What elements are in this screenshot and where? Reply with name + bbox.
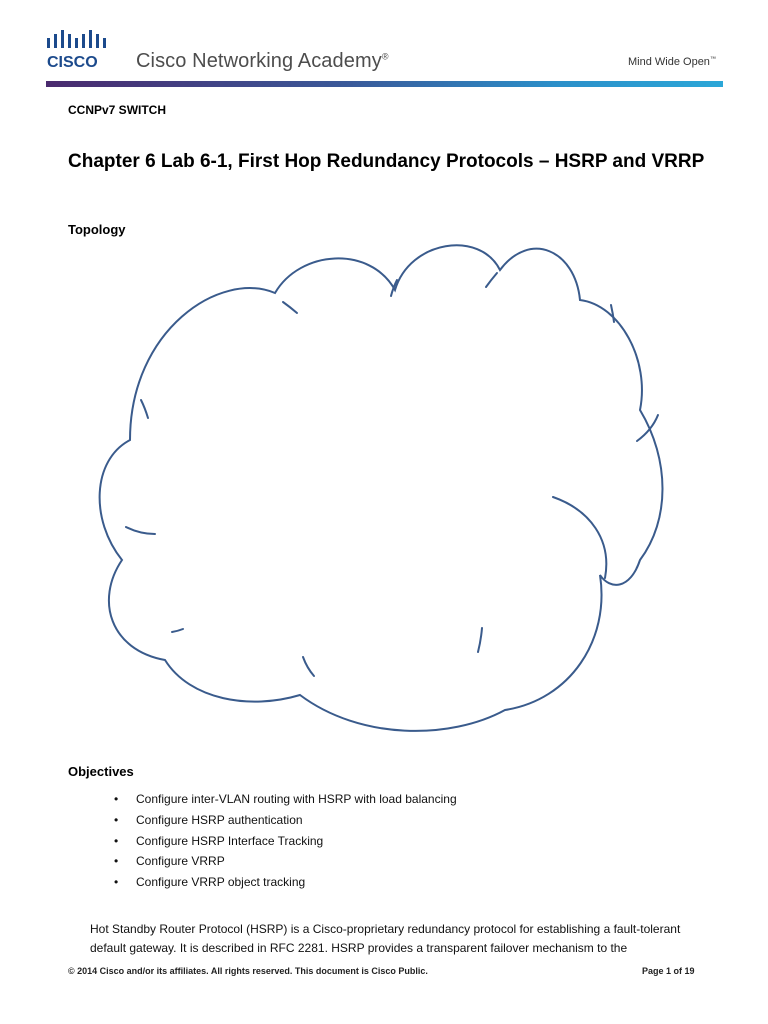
objective-text: Configure HSRP authentication — [136, 812, 303, 827]
intro-paragraph: Hot Standby Router Protocol (HSRP) is a Cisco-proprietary redundancy protocol for establishing a fault-tolerant default gateway. It is described in RFC 2281. HSRP provides a transparent failover mechanism to the — [90, 922, 681, 955]
academy-name-text: Cisco Networking Academy — [136, 50, 382, 72]
cisco-bridge-icon — [46, 30, 126, 70]
list-item — [112, 789, 457, 810]
cisco-logo — [46, 30, 126, 75]
cloud-inner-arc — [283, 302, 297, 313]
topology-cloud-diagram — [90, 240, 670, 740]
cloud-inner-arc — [486, 273, 497, 287]
header-accent-bar — [46, 81, 723, 87]
objective-text: Configure VRRP — [136, 854, 225, 869]
objectives-heading: Objectives — [68, 764, 134, 779]
bullet-icon: • — [114, 812, 119, 827]
cloud-inner-arc — [141, 400, 148, 418]
tagline-text: Mind Wide Open — [628, 56, 710, 68]
objective-text: Configure VRRP object tracking — [136, 875, 306, 890]
list-item — [112, 810, 457, 831]
registered-mark: ® — [381, 51, 389, 62]
bullet-icon: • — [114, 833, 119, 848]
objective-text: Configure inter-VLAN routing with HSRP with load balancing — [136, 792, 457, 806]
cloud-inner-arc — [126, 527, 155, 534]
topology-heading: Topology — [68, 222, 126, 237]
footer-copyright: © 2014 Cisco and/or its affiliates. All rights reserved. This document is Cisco Public. — [68, 966, 428, 976]
page-title: Chapter 6 Lab 6-1, First Hop Redundancy Protocols – HSRP and VRRP — [68, 151, 705, 172]
cloud-inner-arc — [172, 629, 183, 632]
cloud-inner-arc — [478, 628, 482, 652]
logo-text: CISCO — [47, 54, 98, 70]
cloud-inner-arc — [553, 497, 606, 578]
list-item — [112, 872, 457, 893]
course-label: CCNPv7 SWITCH — [68, 103, 167, 117]
cloud-inner-arc — [637, 415, 658, 441]
bullet-icon: • — [114, 875, 119, 890]
academy-name — [136, 50, 389, 73]
bullet-icon: • — [114, 854, 119, 869]
objectives-list — [112, 789, 457, 893]
tagline — [628, 56, 716, 68]
bullet-icon: • — [114, 792, 119, 806]
cloud-outline — [100, 245, 663, 731]
page-number: Page 1 of 19 — [642, 966, 695, 976]
objective-text: Configure HSRP Interface Tracking — [136, 833, 324, 848]
list-item — [112, 851, 457, 872]
list-item — [112, 831, 457, 852]
cloud-inner-arc — [611, 305, 614, 322]
cloud-inner-arc — [303, 657, 314, 676]
tagline-trademark: ™ — [709, 56, 716, 63]
